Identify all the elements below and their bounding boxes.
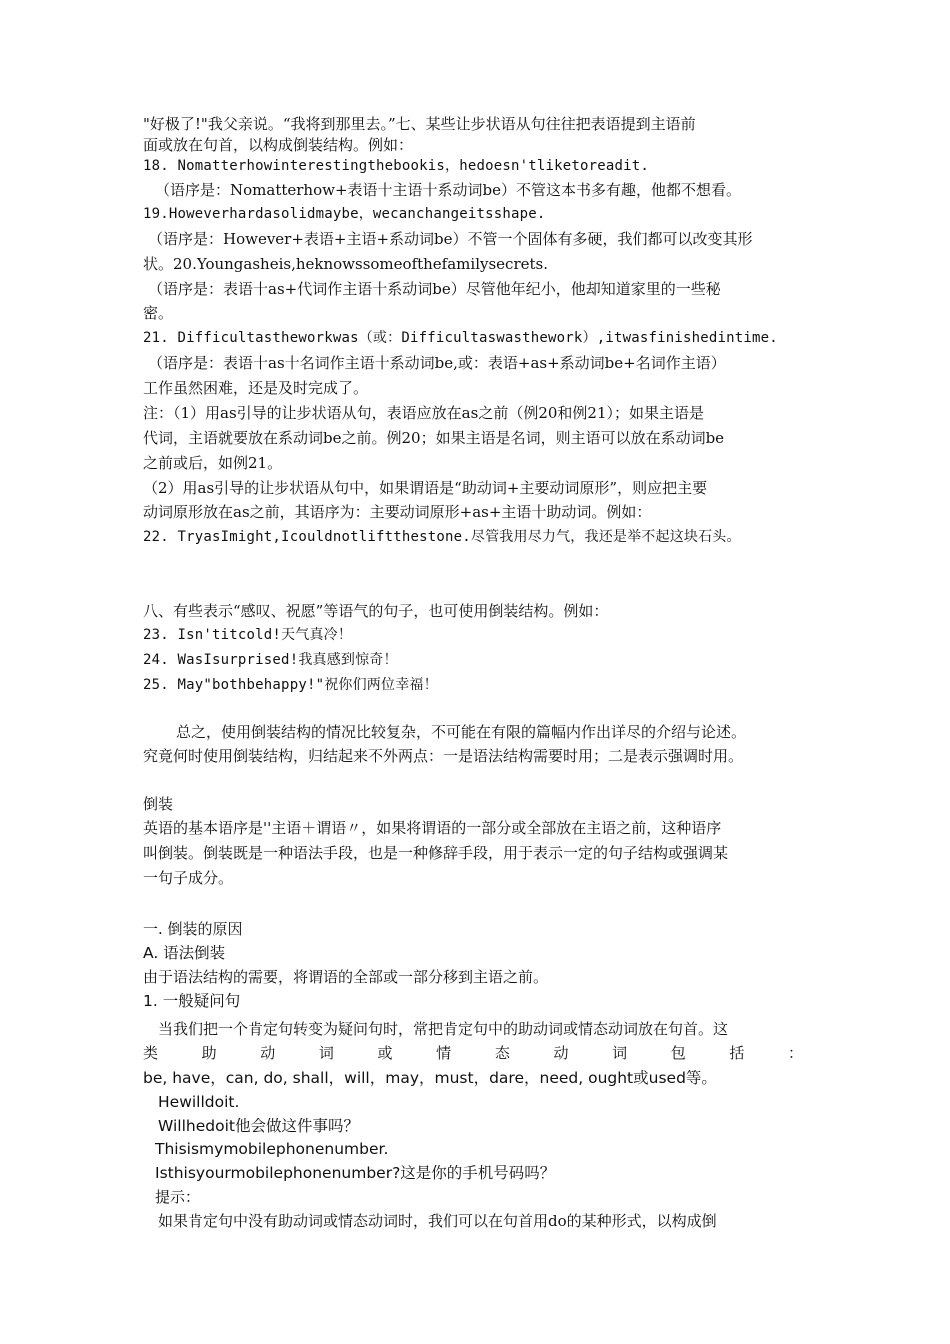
auxiliary-list: be, have，can, do, shall，will，may，must，dare，need, ought或used等。 [143,1069,717,1087]
example-22: 22. TryasImight,Icouldnotliftthestone.尽管我用尽力气，我还是举不起这块石头。 [143,529,741,545]
section-heading-1: 一. 倒装的原因 [143,920,243,938]
note-2: （2）用as引导的让步状语从句中，如果谓语是“助动词+主要动词原形”，则应把主要 [143,479,708,497]
text-line: 英语的基本语序是''主语＋谓语〃，如果将谓语的一部分或全部放在主语之前，这种语序 [143,819,722,837]
example-23: 23. Isn'titcold!天气真冷！ [143,627,353,643]
text-line: （语序是：表语十as十名词作主语十系动词be,或：表语+as+系动词be+名词作主语） [148,354,726,372]
example-18: 18. Nomatterhowinterestingthebookis，hedoesn'tliketoreadit. [143,158,650,174]
example-sentence: Isthisyourmobilephonenumber?这是你的手机号码吗？ [155,1164,556,1182]
example-sentence: Hewilldoit. [158,1093,240,1111]
text-line: （语序是：However+表语+主语+系动词be）不管一个固体有多硬，我们都可以改变其形 [148,230,753,248]
text-line: 究竟何时使用倒装结构，归结起来不外两点：一是语法结构需要时用；二是表示强调时用。 [143,747,744,765]
text-line-justified: 类 助 动 词 或 情 态 动 词 包 括 ： [143,1044,803,1062]
text-line: （语序是：Nomatterhow+表语十主语十系动词be）不管这本书多有趣，他都不想看。 [155,181,742,199]
subheading-a: A. 语法倒装 [143,944,226,962]
text-line: 工作虽然困难，还是及时完成了。 [143,379,369,397]
example-20: 状。20.Youngasheis,heknowssomeofthefamilysecrets. [143,255,548,273]
note-1: 注：（1）用as引导的让步状语从句，表语应放在as之前（例20和例21）；如果主语是 [143,404,705,422]
text-line: （语序是：表语十as+代词作主语十系动词be）尽管他年纪小，他却知道家里的一些秘 [148,280,721,298]
text-line: "好极了!"我父亲说。“我将到那里去。”七、某些让步状语从句往往把表语提到主语前 [143,115,696,133]
text-line: 之前或后，如例21。 [143,454,283,472]
text-line: 面或放在句首，以构成倒装结构。例如： [143,136,414,154]
text-line: 叫倒装。倒装既是一种语法手段，也是一种修辞手段，用于表示一定的句子结构或强调某 [143,844,729,862]
example-sentence: Willhedoit他会做这件事吗？ [158,1117,359,1135]
text-line: 一句子成分。 [143,869,234,887]
text-line: 由于语法结构的需要，将谓语的全部或一部分移到主语之前。 [143,968,549,986]
text-line: 代词，主语就要放在系动词be之前。例20；如果主语是名词，则主语可以放在系动词be [143,429,725,447]
example-sentence: Thisismymobilephonenumber. [155,1140,389,1158]
tip-label: 提示： [155,1188,201,1206]
example-21: 21. Difficultastheworkwas（或：Difficultaswasthework）,itwasfinishedintime. [143,330,778,346]
section-heading-8: 八、有些表示“感叹、祝愿”等语气的句子，也可使用倒装结构。例如： [143,602,609,620]
heading-inversion: 倒装 [143,795,174,813]
example-25: 25. May"bothbehappy!"祝你们两位幸福！ [143,677,438,693]
subheading-1: 1. 一般疑问句 [143,992,241,1010]
text-line: 当我们把一个肯定句转变为疑问句时，常把肯定句中的助动词或情态动词放在句首。这 [158,1020,729,1038]
example-24: 24. WasIsurprised!我真感到惊奇！ [143,652,398,668]
example-19: 19.Howeverhardasolidmaybe，wecanchangeitsshape. [143,206,546,222]
summary-paragraph: 总之，使用倒装结构的情况比较复杂，不可能在有限的篇幅内作出详尽的介绍与论述。 [176,723,747,741]
text-line: 如果肯定句中没有助动词或情态动词时，我们可以在句首用do的某种形式，以构成倒 [158,1212,717,1230]
text-line: 密。 [143,304,174,322]
text-line: 动词原形放在as之前，其语序为：主要动词原形+as+主语十助动词。例如： [143,503,652,521]
